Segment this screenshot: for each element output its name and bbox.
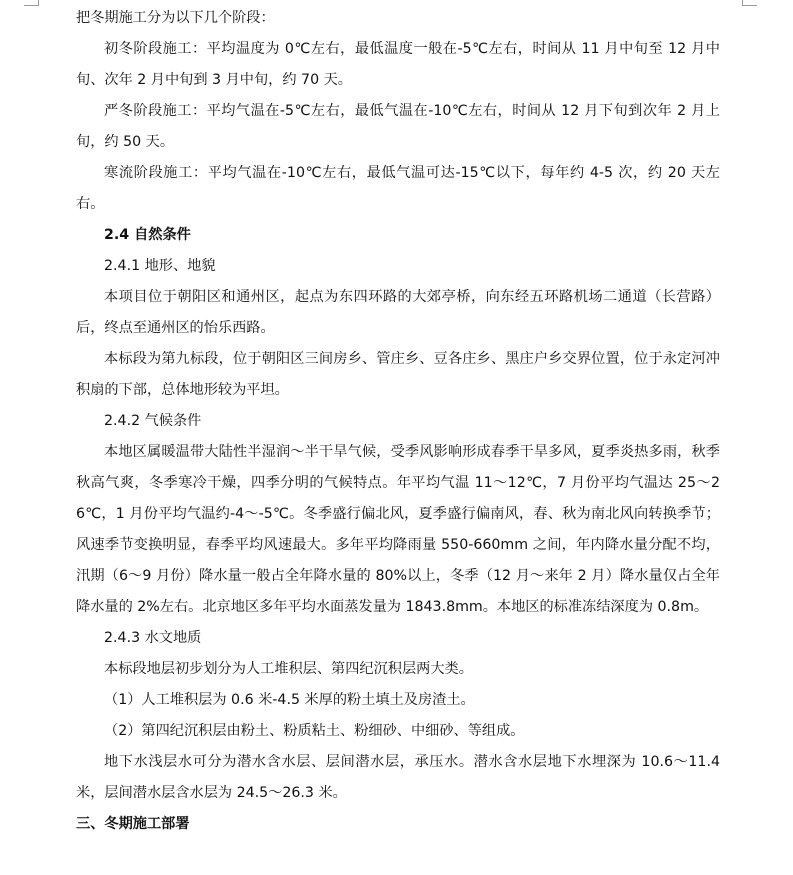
paragraph-quaternary: （2）第四纪沉积层由粉土、粉质粘土、粉细砂、中细砂、等组成。 <box>104 723 525 739</box>
paragraph-early-winter: 初冬阶段施工：平均温度为 0℃左右，最低温度一般在-5℃左右，时间从 11 月中旬至 12 月中旬、次年 2 月中旬到 3 月中旬，约 70 天。 <box>76 41 720 88</box>
subheading-hydrogeology: 2.4.3 水文地质 <box>104 630 202 646</box>
paragraph-cold-wave: 寒流阶段施工：平均气温在-10℃左右，最低气温可达-15℃以下，每年约 4-5 次，约 20 天左右。 <box>76 165 720 212</box>
page-corner-mark-right <box>742 0 757 6</box>
document-body <box>76 3 720 840</box>
paragraph-deep-winter: 严冬阶段施工：平均气温在-5℃左右，最低气温在-10℃左右，时间从 12 月下旬到次年 2 月上旬，约 50 天。 <box>76 103 720 150</box>
paragraph-groundwater: 地下水浅层水可分为潜水含水层、层间潜水层，承压水。潜水含水层地下水埋深为 10.6～11.4 米，层间潜水层含水层为 24.5～26.3 米。 <box>76 754 720 801</box>
paragraph-project-location: 本项目位于朝阳区和通州区，起点为东四环路的大郊亭桥，向东经五环路机场二通道（长营路）后，终点至通州区的怡乐西路。 <box>76 289 720 336</box>
paragraph-strata: 本标段地层初步划分为人工堆积层、第四纪沉积层两大类。 <box>104 661 473 677</box>
paragraph-intro: 把冬期施工分为以下几个阶段： <box>76 10 275 26</box>
paragraph-climate: 本地区属暖温带大陆性半湿润～半干旱气候，受季风影响形成春季干旱多风，夏季炎热多雨，秋季秋高气爽，冬季寒冷干燥，四季分明的气候特点。年平均气温 11～12℃，7 月份平均气温达 25～26℃，1 月份平均气温约-4～-5℃。冬季盛行偏北风，夏季盛行偏南风，春、秋为南北风向转换季节；风速季节变换明显，春季平均风速最大。多年平均降雨量 550-660mm 之间，年内降水量分配不均，汛期（6～9 月份）降水量一般占全年降水量的 80%以上，冬季（12 月～来年 2 月）降水量仅占全年降水量的 2%左右。北京地区多年平均水面蒸发量为 1843.8mm。本地区的标准冻结深度为 0.8m。 <box>76 444 720 615</box>
page-corner-mark-left <box>24 0 39 6</box>
section-heading-natural-conditions: 2.4 自然条件 <box>104 227 191 243</box>
subheading-climate: 2.4.2 气候条件 <box>104 413 202 429</box>
paragraph-section-location: 本标段为第九标段，位于朝阳区三间房乡、管庄乡、豆各庄乡、黑庄户乡交界位置，位于永定河冲积扇的下部，总体地形较为平坦。 <box>76 351 720 398</box>
subheading-terrain: 2.4.1 地形、地貌 <box>104 258 216 274</box>
chapter-heading-winter-deployment: 三、冬期施工部署 <box>76 816 190 832</box>
paragraph-artificial-fill: （1）人工堆积层为 0.6 米-4.5 米厚的粉土填土及房渣土。 <box>104 692 475 708</box>
